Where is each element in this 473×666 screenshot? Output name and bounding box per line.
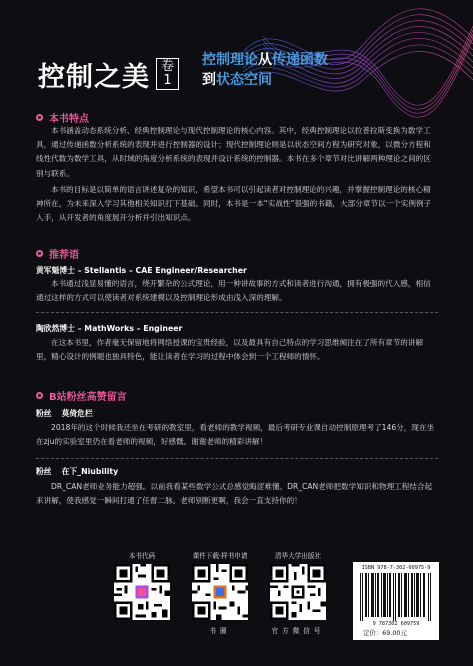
- fan-2-comment: DR_CAN老师业务能力超强。以前我看某些数学公式总感觉晦涩难懂。DR_CAN老师把数学知识和物理工程结合起来讲解，使我感觉一瞬间打通了任督二脉。老师别断更啊，我会一直支持你的！: [36, 482, 433, 506]
- bullet-circle-icon: [36, 250, 43, 257]
- volume-badge: 卷1: [156, 58, 179, 90]
- recommender-1-name: 黄军魁博士 – Stellantis – CAE Engineer/Researcher: [36, 266, 247, 275]
- section-heading-recommend: 推荐语: [36, 246, 79, 261]
- dashed-divider: [36, 312, 438, 313]
- fan-1-name: 莫倚危栏: [61, 409, 93, 418]
- fan-2-header: 粉丝 在下_Niubility: [36, 467, 119, 476]
- bullet-circle-icon: [36, 114, 43, 121]
- barcode-digits: 9 787302 609759: [372, 621, 420, 627]
- book-title-row: [38, 54, 179, 94]
- fan-2-name: 在下_Niubility: [61, 467, 119, 476]
- qr-code-block-1: [106, 550, 178, 620]
- recommendation-2-text: 在这本书里，作者毫无保留地将网络授课的宝贵经验，以及最具有自己特点的学习思维倾注在了所有章节的讲解里，精心设计的例题也独具特色，能让读者在学习的过程中体会到一个工程师的情怀。: [36, 338, 424, 362]
- qr-code-icon: [270, 564, 326, 620]
- dashed-divider: [36, 458, 438, 459]
- qr-caption-official-wechat: 官方微信号: [271, 627, 325, 635]
- fan-1-comment: 2018年的这个时候我还坐在考研的教室里，看老师的教学视频，最后考研专业课自动控制原理考了146分，现在坐在zju的实验室里仍在看老师的视频，好感慨。谢谢老师的精彩讲解！: [36, 423, 435, 447]
- barcode-icon: [358, 573, 434, 621]
- section-heading-fans: B站粉丝高赞留言: [36, 388, 127, 403]
- isbn-barcode-block: [353, 562, 439, 640]
- qr-code-icon: [114, 564, 170, 620]
- isbn-text: ISBN 978-7-302-60975-9: [361, 565, 431, 571]
- qr-label-publisher: 清华大学出版社: [274, 552, 322, 560]
- features-paragraph-2: 本书的目标是以简单的语言讲述复杂的知识，希望本书可以引起读者对控制理论的兴趣，并掌握控制理论的核心精神所在，为未来深入学习其他相关知识打下基础。同时，本书是一本“实战性”很强的书籍，大部分章节以一个实例例子入手，从开发者的角度展开分析并引出知识点。: [36, 185, 432, 223]
- features-paragraph-1: 本书涵盖动态系统分析、经典控制理论与现代控制理论的核心内容。其中，经典控制理论以拉普拉斯变换为数学工具，通过传递函数分析系统的表现并进行控制器的设计；现代控制理论则是以状态空间方程为研究对象，以微分方程和线性代数为数学工具，从时域的角度分析系统的表现并设计系统的控制器。本书在多个章节对比讲解两种理论之间的区别与联系。: [36, 126, 431, 178]
- subtitle-line-1: 控制理论从传递函数: [202, 52, 328, 68]
- book-title: 控制之美: [38, 61, 150, 93]
- fan-1-header: 粉丝 莫倚危栏: [36, 409, 93, 418]
- qr-label-courseware: 课件下载·样书申请: [192, 552, 248, 560]
- qr-code-block-2: [184, 550, 256, 635]
- bullet-circle-icon: [36, 392, 43, 399]
- section-heading-features: 本书特点: [36, 110, 89, 125]
- qr-code-icon: [192, 564, 248, 620]
- recommendation-1-text: 本书通过浅显易懂的语言，绕开繁杂的公式理论，用一种讲故事的方式和读者进行沟通，拥有极强的代入感，相信通过这样的方式可以使读者对系统建模以及控制理论形成由浅入深的理解。: [36, 279, 431, 303]
- book-subtitle: [202, 50, 352, 90]
- qr-label-book-code: 本书代码: [128, 552, 156, 560]
- qr-caption-shuquan: 书圈: [209, 627, 231, 635]
- qr-code-block-3: [262, 550, 334, 635]
- recommender-2-name: 陶欣然博士 – MathWorks – Engineer: [36, 324, 183, 333]
- subtitle-line-2: 到状态空间: [202, 72, 272, 88]
- price-label: 定价：69.00元: [363, 629, 407, 637]
